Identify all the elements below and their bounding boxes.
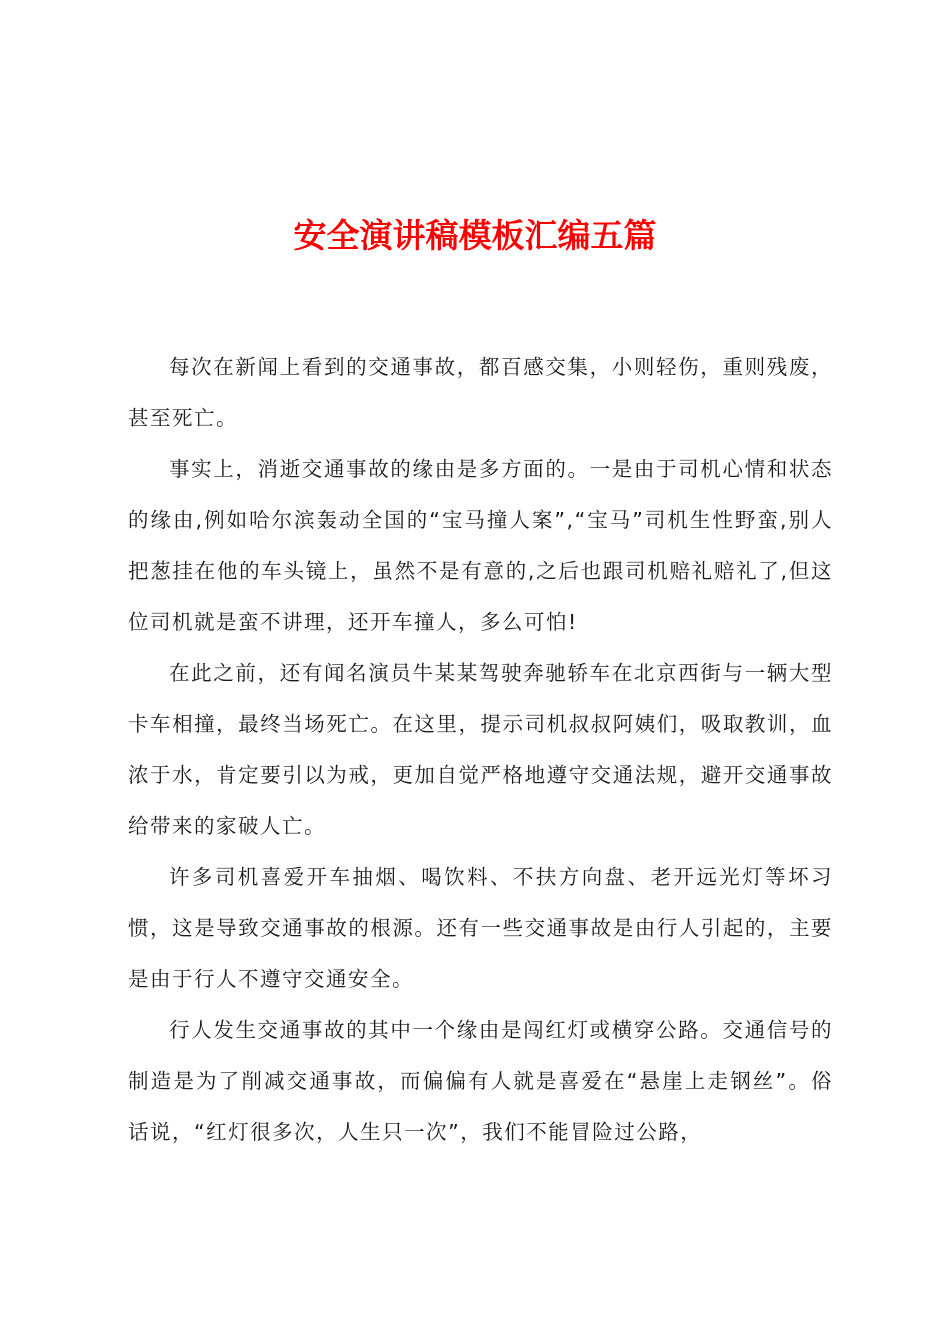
paragraph: 每次在新闻上看到的交通事故，都百感交集，小则轻伤，重则残废，甚至死亡。 [128, 355, 833, 430]
document-body [128, 342, 833, 1158]
paragraph: 事实上，消逝交通事故的缘由是多方面的。一是由于司机心情和状态的缘由,例如哈尔滨轰动全国的“宝马撞人案”,“宝马”司机生性野蛮,别人把葱挂在他的车头镜上，虽然不是有意的,之后也跟司机赔礼赔礼了,但这位司机就是蛮不讲理，还开车撞人，多么可怕! [128, 457, 833, 634]
paragraph: 在此之前，还有闻名演员牛某某驾驶奔驰轿车在北京西街与一辆大型卡车相撞，最终当场死亡。在这里，提示司机叔叔阿姨们，吸取教训，血浓于水，肯定要引以为戒，更加自觉严格地遵守交通法规，避开交通事故给带来的家破人亡。 [128, 661, 833, 838]
paragraph: 行人发生交通事故的其中一个缘由是闯红灯或横穿公路。交通信号的制造是为了削减交通事故，而偏偏有人就是喜爱在“悬崖上走钢丝”。俗话说，“红灯很多次，人生只一次”，我们不能冒险过公路， [128, 1018, 833, 1144]
paragraph: 许多司机喜爱开车抽烟、喝饮料、不扶方向盘、老开远光灯等坏习惯，这是导致交通事故的根源。还有一些交通事故是由行人引起的，主要是由于行人不遵守交通安全。 [128, 865, 833, 991]
document-title: 安全演讲稿模板汇编五篇 [293, 216, 657, 255]
